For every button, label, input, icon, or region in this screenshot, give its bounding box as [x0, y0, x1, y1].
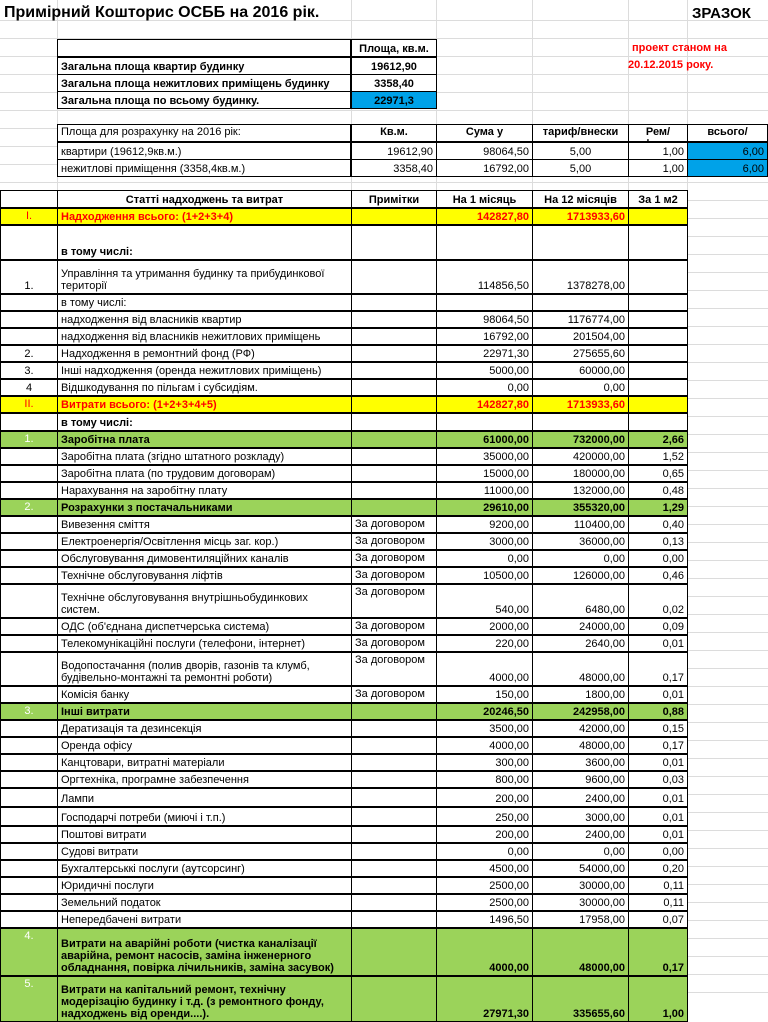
budget-row-notes [351, 294, 437, 311]
budget-row-year [532, 225, 629, 260]
budget-row-label: Заробітна плата [57, 431, 352, 448]
budget-row-notes [351, 911, 437, 928]
area-col-header: Площа, кв.м. [351, 39, 437, 57]
rates-header: Сума у [436, 124, 533, 142]
budget-row-month: 16792,00 [436, 328, 533, 345]
budget-row-label: Електроенергія/Освітлення місць заг. кор.) [57, 533, 352, 550]
budget-row-year: 1378278,00 [532, 260, 629, 294]
budget-header-year: На 12 місяців [532, 190, 629, 208]
budget-row-month: 27971,30 [436, 976, 533, 1022]
budget-row-num [0, 894, 58, 911]
budget-row-month: 200,00 [436, 788, 533, 807]
budget-row-month: 11000,00 [436, 482, 533, 499]
budget-row-label: Вивезення сміття [57, 516, 352, 533]
rates-sum: 98064,50 [436, 142, 533, 160]
sample-label: ЗРАЗОК [692, 5, 751, 22]
budget-row-month: 250,00 [436, 807, 533, 826]
budget-row-num [0, 294, 58, 311]
budget-row-label: Витрати на аварійні роботи (чистка каналізації аварійна, ремонт насосів, заміна інженерного обладнання, повірка лічильників, заміна засувок) [57, 928, 352, 976]
rates-rem: 1,00 [628, 142, 688, 160]
budget-row-label: Комісія банку [57, 686, 352, 703]
budget-header-num [0, 190, 58, 208]
budget-row-m2: 0,40 [628, 516, 688, 533]
budget-row-m2 [628, 413, 688, 431]
budget-row-label: Водопостачання (полив дворів, газонів та клумб, будівельно-монтажні та ремонтні роботи) [57, 652, 352, 686]
budget-row-m2: 0,48 [628, 482, 688, 499]
budget-row-year: 335655,60 [532, 976, 629, 1022]
budget-row-notes [351, 311, 437, 328]
budget-row-num [0, 328, 58, 345]
rates-tariff: 5,00 [532, 142, 629, 160]
budget-row-m2: 0,00 [628, 843, 688, 860]
budget-row-label: надходження від власників нежитлових приміщень [57, 328, 352, 345]
budget-row-notes: За договором [351, 533, 437, 550]
area-label: Загальна площа квартир будинку [57, 57, 351, 75]
budget-row-year: 355320,00 [532, 499, 629, 516]
budget-row-month: 2000,00 [436, 618, 533, 635]
budget-row-notes: За договором [351, 584, 437, 618]
budget-row-m2: 0,01 [628, 788, 688, 807]
budget-row-m2: 0,11 [628, 877, 688, 894]
budget-row-notes [351, 860, 437, 877]
budget-row-m2: 0,07 [628, 911, 688, 928]
budget-row-month: 540,00 [436, 584, 533, 618]
budget-row-m2 [628, 311, 688, 328]
budget-row-notes: За договором [351, 516, 437, 533]
budget-row-label: Юридичні послуги [57, 877, 352, 894]
budget-row-year: 1713933,60 [532, 208, 629, 225]
budget-row-num [0, 567, 58, 584]
budget-row-month: 142827,80 [436, 396, 533, 413]
budget-row-year: 201504,00 [532, 328, 629, 345]
budget-row-num: I. [0, 208, 58, 225]
budget-row-num: 2. [0, 499, 58, 516]
budget-row-num: II. [0, 396, 58, 413]
area-value: 19612,90 [351, 57, 437, 75]
budget-row-notes [351, 208, 437, 225]
document-title: Примірний Кошторис ОСББ на 2016 рік. [4, 4, 320, 21]
budget-row-month: 300,00 [436, 754, 533, 771]
budget-row-month: 35000,00 [436, 448, 533, 465]
budget-row-num: 1. [0, 260, 58, 294]
budget-row-month: 150,00 [436, 686, 533, 703]
budget-row-notes [351, 328, 437, 345]
budget-row-notes [351, 431, 437, 448]
budget-row-m2: 0,09 [628, 618, 688, 635]
budget-row-year: 242958,00 [532, 703, 629, 720]
rates-header: тариф/внески [532, 124, 629, 142]
budget-row-notes [351, 225, 437, 260]
budget-row-year: 17958,00 [532, 911, 629, 928]
budget-row-m2: 1,29 [628, 499, 688, 516]
budget-row-month: 3000,00 [436, 533, 533, 550]
budget-row-month: 114856,50 [436, 260, 533, 294]
budget-row-m2: 0,01 [628, 754, 688, 771]
budget-row-month: 22971,30 [436, 345, 533, 362]
area-value: 22971,3 [351, 91, 437, 109]
budget-row-num [0, 686, 58, 703]
budget-row-num [0, 843, 58, 860]
budget-row-num [0, 807, 58, 826]
budget-row-year [532, 294, 629, 311]
budget-row-notes [351, 379, 437, 396]
budget-row-year: 275655,60 [532, 345, 629, 362]
budget-row-m2: 0,17 [628, 652, 688, 686]
budget-row-month: 5000,00 [436, 362, 533, 379]
budget-row-notes [351, 499, 437, 516]
budget-row-year: 24000,00 [532, 618, 629, 635]
budget-row-label: в тому числі: [57, 413, 352, 431]
rates-sum: 16792,00 [436, 159, 533, 177]
budget-header-notes: Примітки [351, 190, 437, 208]
budget-row-notes [351, 482, 437, 499]
budget-row-year: 1800,00 [532, 686, 629, 703]
budget-row-num [0, 550, 58, 567]
budget-row-label: Судові витрати [57, 843, 352, 860]
rates-header: всього/ [687, 124, 768, 142]
budget-row-year: 60000,00 [532, 362, 629, 379]
budget-row-year: 48000,00 [532, 652, 629, 686]
budget-row-m2: 0,17 [628, 928, 688, 976]
budget-row-year: 48000,00 [532, 928, 629, 976]
budget-row-year: 3000,00 [532, 807, 629, 826]
budget-row-month: 220,00 [436, 635, 533, 652]
budget-row-num: 3. [0, 362, 58, 379]
rates-header: Рем/ [628, 124, 688, 142]
budget-row-num [0, 635, 58, 652]
budget-header-items: Статті надходжень та витрат [57, 190, 352, 208]
budget-row-m2: 0,01 [628, 686, 688, 703]
budget-row-label: Заробітна плата (згідно штатного розкладу) [57, 448, 352, 465]
budget-row-notes [351, 465, 437, 482]
budget-row-label: Нарахування на заробітну плату [57, 482, 352, 499]
budget-row-m2: 0,65 [628, 465, 688, 482]
budget-row-label: Технічне обслуговування ліфтів [57, 567, 352, 584]
budget-row-month: 2500,00 [436, 894, 533, 911]
rates-sqm: 3358,40 [351, 159, 437, 177]
budget-row-notes [351, 894, 437, 911]
budget-row-month: 3500,00 [436, 720, 533, 737]
budget-row-m2 [628, 208, 688, 225]
budget-row-label: Дератизація та дезинсекція [57, 720, 352, 737]
budget-row-month: 29610,00 [436, 499, 533, 516]
budget-row-notes [351, 396, 437, 413]
budget-row-year: 1713933,60 [532, 396, 629, 413]
rates-sqm: 19612,90 [351, 142, 437, 160]
budget-row-num: 4 [0, 379, 58, 396]
budget-row-notes: За договором [351, 652, 437, 686]
budget-row-m2 [628, 345, 688, 362]
budget-row-notes: За договором [351, 618, 437, 635]
budget-row-label: Надходження в ремонтний фонд (РФ) [57, 345, 352, 362]
budget-row-label: Надходження всього: (1+2+3+4) [57, 208, 352, 225]
rates-total: 6,00 [687, 159, 768, 177]
budget-row-num [0, 225, 58, 260]
budget-row-label: Господарчі потреби (миючі і т.п.) [57, 807, 352, 826]
budget-row-month: 0,00 [436, 843, 533, 860]
budget-row-label: Телекомунікаційні послуги (телефони, інтернет) [57, 635, 352, 652]
budget-row-m2: 0,03 [628, 771, 688, 788]
budget-row-month [436, 294, 533, 311]
project-note-line2: 20.12.2015 року. [628, 59, 714, 71]
budget-row-label: Розрахунки з постачальниками [57, 499, 352, 516]
budget-row-month: 20246,50 [436, 703, 533, 720]
budget-row-year: 3600,00 [532, 754, 629, 771]
budget-row-label: Відшкодування по пільгам і субсидіям. [57, 379, 352, 396]
budget-row-label: Земельний податок [57, 894, 352, 911]
rates-total: 6,00 [687, 142, 768, 160]
budget-row-month: 142827,80 [436, 208, 533, 225]
budget-row-month: 15000,00 [436, 465, 533, 482]
budget-row-notes [351, 788, 437, 807]
budget-row-label: Канцтовари, витратні матеріали [57, 754, 352, 771]
rates-row-label: нежитлові приміщення (3358,4кв.м.) [57, 159, 351, 177]
budget-row-num: 1. [0, 431, 58, 448]
budget-row-month: 200,00 [436, 826, 533, 843]
budget-row-year: 180000,00 [532, 465, 629, 482]
rates-row-label: квартири (19612,9кв.м.) [57, 142, 351, 160]
budget-row-notes [351, 260, 437, 294]
rates-rem: 1,00 [628, 159, 688, 177]
budget-row-m2: 0,20 [628, 860, 688, 877]
budget-row-year: 0,00 [532, 379, 629, 396]
budget-row-month: 4000,00 [436, 737, 533, 754]
budget-row-label: Непередбачені витрати [57, 911, 352, 928]
budget-row-m2: 0,15 [628, 720, 688, 737]
budget-row-num [0, 311, 58, 328]
budget-row-year: 36000,00 [532, 533, 629, 550]
budget-row-month [436, 225, 533, 260]
budget-row-year: 30000,00 [532, 877, 629, 894]
budget-row-notes [351, 345, 437, 362]
project-note-line1: проект станом на [632, 42, 727, 54]
budget-row-month: 0,00 [436, 550, 533, 567]
budget-row-notes [351, 826, 437, 843]
budget-row-year: 110400,00 [532, 516, 629, 533]
budget-row-m2: 0,01 [628, 807, 688, 826]
budget-row-notes [351, 448, 437, 465]
budget-row-num [0, 826, 58, 843]
budget-row-notes [351, 928, 437, 976]
budget-header-m2: За 1 м2 [628, 190, 688, 208]
budget-row-m2: 1,00 [628, 976, 688, 1022]
budget-row-m2: 2,66 [628, 431, 688, 448]
budget-row-label: надходження від власників квартир [57, 311, 352, 328]
budget-row-m2: 0,01 [628, 635, 688, 652]
budget-row-num: 3. [0, 703, 58, 720]
rates-header: Кв.м. [351, 124, 437, 142]
budget-row-m2: 0,11 [628, 894, 688, 911]
budget-row-num [0, 482, 58, 499]
budget-header-month: На 1 місяць [436, 190, 533, 208]
budget-row-label: Заробітна плата (по трудовим договорам) [57, 465, 352, 482]
budget-row-m2: 0,13 [628, 533, 688, 550]
budget-row-m2: 0,01 [628, 826, 688, 843]
budget-row-num [0, 465, 58, 482]
budget-row-notes [351, 877, 437, 894]
budget-row-month: 98064,50 [436, 311, 533, 328]
budget-row-label: Оргтехніка, програмне забезпечення [57, 771, 352, 788]
rates-title: Площа для розрахунку на 2016 рік: [57, 124, 351, 142]
budget-row-label: Інші надходження (оренда нежитлових приміщень) [57, 362, 352, 379]
budget-row-num [0, 737, 58, 754]
budget-row-month: 4500,00 [436, 860, 533, 877]
budget-row-label: Витрати на капітальний ремонт, технічну модерізацію будинку і т.д. (з ремонтного фонду, надходжень від оренди....). [57, 976, 352, 1022]
budget-row-year: 54000,00 [532, 860, 629, 877]
budget-row-m2 [628, 294, 688, 311]
budget-row-notes [351, 737, 437, 754]
budget-row-num [0, 788, 58, 807]
budget-row-num [0, 754, 58, 771]
budget-row-year: 1176774,00 [532, 311, 629, 328]
budget-row-notes [351, 362, 437, 379]
budget-row-notes [351, 976, 437, 1022]
budget-row-m2: 0,46 [628, 567, 688, 584]
budget-row-m2 [628, 396, 688, 413]
budget-row-m2 [628, 225, 688, 260]
budget-row-num [0, 877, 58, 894]
budget-row-month: 9200,00 [436, 516, 533, 533]
area-label: Загальна площа по всьому будинку. [57, 91, 351, 109]
budget-row-notes [351, 720, 437, 737]
budget-row-m2: 0,00 [628, 550, 688, 567]
budget-row-m2: 0,17 [628, 737, 688, 754]
budget-row-m2: 0,02 [628, 584, 688, 618]
budget-row-month: 0,00 [436, 379, 533, 396]
budget-row-label: Оренда офісу [57, 737, 352, 754]
budget-row-notes [351, 771, 437, 788]
budget-row-month: 800,00 [436, 771, 533, 788]
budget-row-notes [351, 703, 437, 720]
budget-row-m2: 1,52 [628, 448, 688, 465]
budget-row-label: Витрати всього: (1+2+3+4+5) [57, 396, 352, 413]
budget-row-m2 [628, 260, 688, 294]
budget-row-year [532, 413, 629, 431]
budget-row-label: ОДС (об'єднана диспетчерська система) [57, 618, 352, 635]
budget-row-year: 132000,00 [532, 482, 629, 499]
budget-row-year: 2400,00 [532, 788, 629, 807]
budget-row-year: 732000,00 [532, 431, 629, 448]
budget-row-num [0, 516, 58, 533]
budget-row-num [0, 911, 58, 928]
budget-row-month: 61000,00 [436, 431, 533, 448]
budget-row-num [0, 771, 58, 788]
budget-row-year: 30000,00 [532, 894, 629, 911]
budget-row-num [0, 720, 58, 737]
budget-row-notes [351, 754, 437, 771]
budget-row-label: в тому числі: [57, 225, 352, 260]
budget-row-label: Бухгалтерськкі послуги (аутсорсинг) [57, 860, 352, 877]
budget-row-num [0, 533, 58, 550]
budget-row-label: Лампи [57, 788, 352, 807]
budget-row-label: Поштові витрати [57, 826, 352, 843]
budget-row-num: 5. [0, 976, 58, 1022]
budget-row-label: в тому числі: [57, 294, 352, 311]
budget-row-notes [351, 807, 437, 826]
area-header-blank [57, 39, 351, 57]
budget-row-year: 126000,00 [532, 567, 629, 584]
budget-row-notes: За договором [351, 567, 437, 584]
budget-row-num [0, 413, 58, 431]
budget-row-num [0, 860, 58, 877]
budget-row-label: Обслуговування димовентиляційних каналів [57, 550, 352, 567]
budget-row-notes: За договором [351, 550, 437, 567]
budget-row-notes: За договором [351, 686, 437, 703]
budget-row-notes [351, 843, 437, 860]
budget-row-year: 48000,00 [532, 737, 629, 754]
budget-row-year: 420000,00 [532, 448, 629, 465]
budget-row-year: 2640,00 [532, 635, 629, 652]
budget-row-num [0, 618, 58, 635]
budget-row-m2 [628, 362, 688, 379]
budget-row-num: 4. [0, 928, 58, 976]
budget-row-num [0, 584, 58, 618]
budget-row-month: 4000,00 [436, 928, 533, 976]
budget-row-num: 2. [0, 345, 58, 362]
budget-row-num [0, 652, 58, 686]
budget-row-month: 4000,00 [436, 652, 533, 686]
budget-row-label: Інші витрати [57, 703, 352, 720]
area-value: 3358,40 [351, 74, 437, 92]
area-label: Загальна площа нежитлових приміщень будинку [57, 74, 351, 92]
budget-row-month: 1496,50 [436, 911, 533, 928]
budget-row-m2: 0,88 [628, 703, 688, 720]
budget-row-year: 42000,00 [532, 720, 629, 737]
budget-row-year: 6480,00 [532, 584, 629, 618]
rates-tariff: 5,00 [532, 159, 629, 177]
budget-row-year: 9600,00 [532, 771, 629, 788]
budget-row-notes [351, 413, 437, 431]
budget-row-num [0, 448, 58, 465]
budget-row-year: 0,00 [532, 843, 629, 860]
budget-row-year: 2400,00 [532, 826, 629, 843]
budget-row-notes: За договором [351, 635, 437, 652]
budget-row-month: 10500,00 [436, 567, 533, 584]
budget-row-m2 [628, 379, 688, 396]
budget-row-month: 2500,00 [436, 877, 533, 894]
budget-row-m2 [628, 328, 688, 345]
budget-row-year: 0,00 [532, 550, 629, 567]
budget-row-label: Управління та утримання будинку та прибудинкової території [57, 260, 352, 294]
budget-row-month [436, 413, 533, 431]
budget-row-label: Технічне обслуговування внутрішньобудинкових систем. [57, 584, 352, 618]
